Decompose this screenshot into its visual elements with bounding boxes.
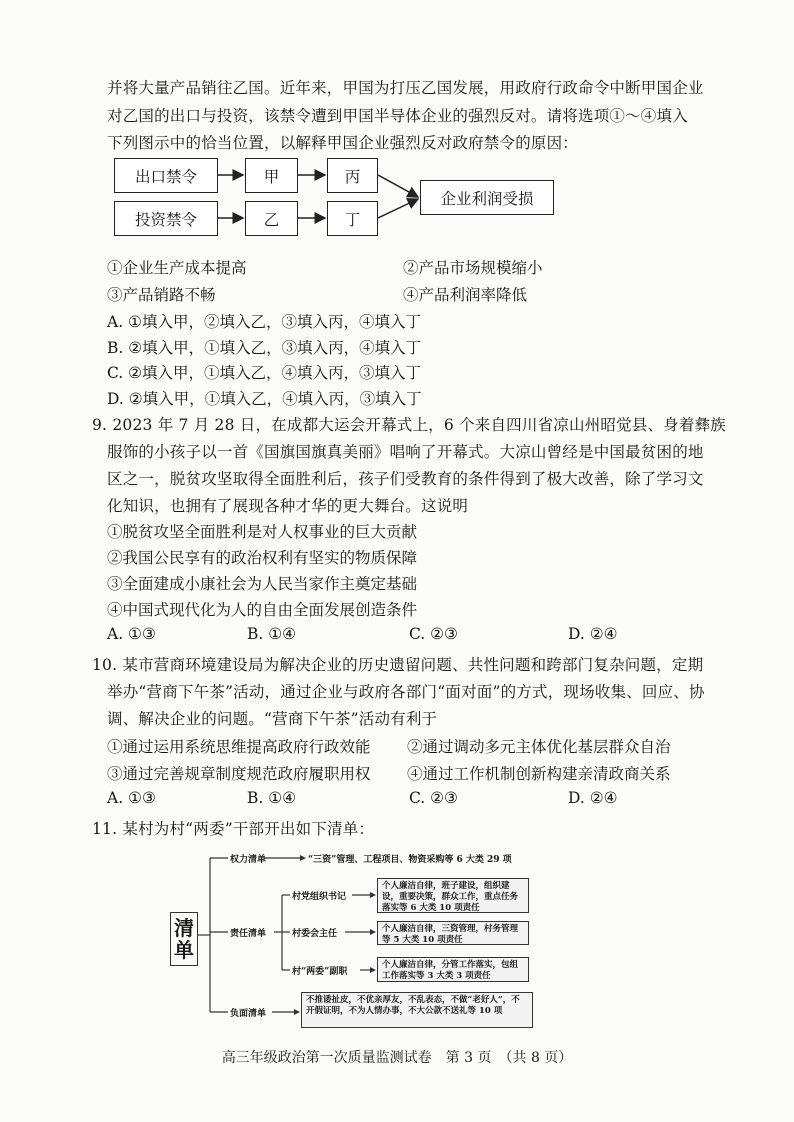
- q10-item-2: ②通过调动多元主体优化基层群众自治: [407, 738, 671, 756]
- q9-option-d: D. ②④: [568, 625, 618, 643]
- committee-head-label: 村委会主任: [292, 929, 338, 939]
- dan-char: 单: [174, 938, 194, 962]
- q8-option-d: D. ②填入甲，①填入乙，④填入丙，③填入丁: [107, 390, 422, 408]
- q10-option-a: A. ①③: [107, 789, 156, 807]
- q9-item-1: ①脱贫攻坚全面胜利是对人权事业的巨大贡献: [107, 523, 418, 541]
- q9-item-3: ③全面建成小康社会为人民当家作主奠定基础: [107, 575, 418, 593]
- q9-option-b: B. ①④: [247, 625, 297, 643]
- q10-line-1: 10. 某市营商环境建设局为解决企业的历史遗留问题、共性问题和跨部门复杂问题，定期: [92, 656, 704, 674]
- q10-option-c: C. ②③: [409, 789, 458, 807]
- export-ban-box: 出口禁令: [114, 158, 218, 193]
- q9-item-2: ②我国公民享有的政治权利有坚实的物质保障: [107, 549, 418, 567]
- q10-option-b: B. ①④: [247, 789, 297, 807]
- q9-line-1: 9. 2023 年 7 月 28 日，在成都大运会开幕式上，6 个来自四川省凉山州昭觉县、身着彝族: [92, 416, 726, 434]
- yi-box: 乙: [245, 201, 298, 236]
- q9-item-4: ④中国式现代化为人的自由全面发展创造条件: [107, 601, 418, 619]
- intro-line-3: 下列图示中的恰当位置，以解释甲国企业强烈反对政府禁令的原因：: [107, 134, 579, 152]
- bing-box: 丙: [327, 158, 378, 193]
- neg-list-box: 不推诿扯皮，不优亲厚友，不乱表态，不做“老好人”，不开假证明，不为人情办事，不大公款不送礼等 10 项: [301, 992, 533, 1028]
- power-list-label: 权力清单: [230, 855, 267, 865]
- committee-head-box: 个人廉洁自律，三资管理，村务管理等 5 大类 10 项责任: [377, 921, 529, 945]
- q10-item-3: ③通过完善规章制度规范政府履职用权: [107, 765, 371, 783]
- q10-option-d: D. ②④: [568, 789, 618, 807]
- q10-line-3: 调、解决企业的问题。“营商下午茶”活动有利于: [107, 710, 438, 728]
- q10-item-1: ①通过运用系统思维提高政府行政效能: [107, 738, 371, 756]
- qing-char: 清: [174, 916, 194, 940]
- result-box: 企业利润受损: [420, 180, 554, 215]
- q10-line-2: 举办“营商下午茶”活动，通过企业与政府各部门“面对面”的方式，现场收集、回应、协: [107, 683, 705, 701]
- jia-box: 甲: [245, 158, 298, 193]
- q8-item-2: ②产品市场规模缩小: [403, 259, 543, 277]
- q9-line-4: 化知识，也拥有了展现各种才华的更大舞台。这说明: [107, 497, 469, 515]
- q9-option-a: A. ①③: [107, 625, 156, 643]
- intro-line-2: 对乙国的出口与投资，该禁令遭到甲国半导体企业的强烈反对。请将选项①～④填入: [107, 107, 688, 125]
- q8-item-4: ④产品利润率降低: [403, 286, 528, 304]
- two-committees-label: 村“两委”副职: [292, 967, 348, 977]
- q8-item-3: ③产品销路不畅: [107, 286, 216, 304]
- q9-line-3: 区之一，脱贫攻坚取得全面胜利后，孩子们受教育的条件得到了极大改善，除了学习文: [107, 470, 704, 488]
- list-label: [170, 912, 198, 966]
- q9-line-2: 服饰的小孩子以一首《国旗国旗真美丽》唱响了开幕式。大凉山曾经是中国最贫困的地: [107, 443, 704, 461]
- party-secretary-label: 村党组织书记: [292, 892, 347, 902]
- resp-list-label: 责任清单: [230, 929, 267, 939]
- q9-option-c: C. ②③: [409, 625, 458, 643]
- party-secretary-box: 个人廉洁自律，班子建设，组织建设，重要决策，群众工作，重点任务落实等 6 大类 10 项责任: [377, 878, 529, 913]
- q8-option-c: C. ②填入甲，①填入乙，④填入丙，③填入丁: [107, 364, 422, 382]
- intro-line-1: 并将大量产品销往乙国。近年来，甲国为打压乙国发展，用政府行政命令中断甲国企业: [107, 79, 704, 97]
- page-footer: 高三年级政治第一次质量监测试卷 第 3 页 （共 8 页）: [221, 1050, 573, 1066]
- q8-option-a: A. ①填入甲，②填入乙，③填入丙，④填入丁: [107, 313, 421, 331]
- q10-item-4: ④通过工作机制创新构建亲清政商关系: [407, 765, 671, 783]
- invest-ban-box: 投资禁令: [114, 201, 218, 236]
- neg-list-label: 负面清单: [230, 1009, 267, 1019]
- two-committees-box: 个人廉洁自律，分管工作落实，包组工作落实等 3 大类 3 项责任: [377, 957, 529, 982]
- ding-box: 丁: [327, 201, 378, 236]
- q11-line: 11. 某村为村“两委”干部开出如下清单：: [92, 820, 375, 838]
- q8-option-b: B. ②填入甲，①填入乙，③填入丙，④填入丁: [107, 339, 422, 357]
- power-list-text: “三资”管理、工程项目、物资采购等 6 大类 29 项: [308, 855, 512, 865]
- q8-item-1: ①企业生产成本提高: [107, 259, 247, 277]
